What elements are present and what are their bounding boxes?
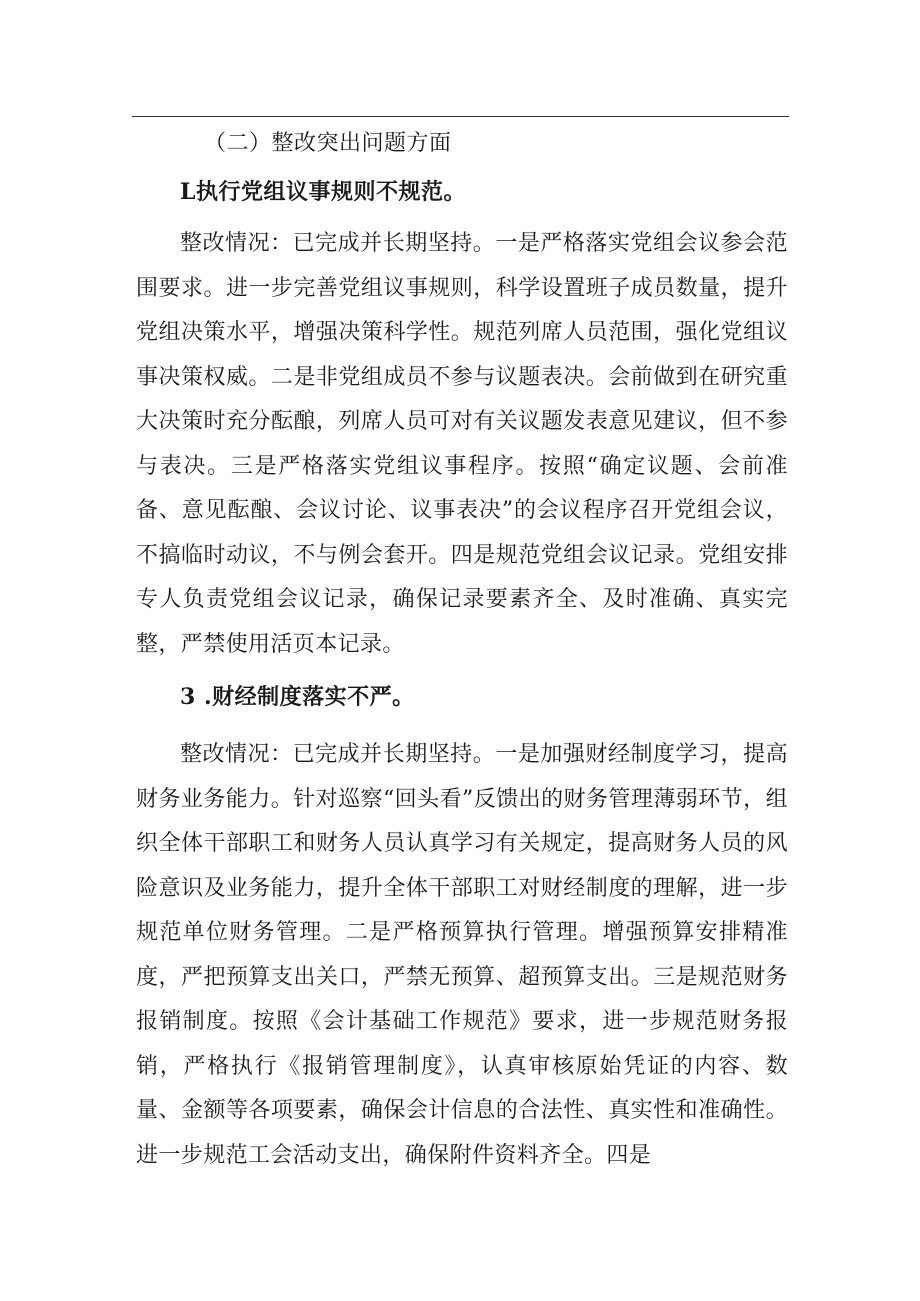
section-title: （二）整改突出问题方面 <box>204 131 452 156</box>
item-heading-1: L执行党组议事规则不规范。 <box>180 179 466 205</box>
item-paragraph-1: 整改情况：已完成并长期坚持。一是严格落实党组会议参会范围要求。进一步完善党组议事规则，科学设置班子成员数量，提升党组决策水平，增强决策科学性。规范列席人员范围，强化党组议事决策权威。二是非党组成员不参与议题表决。会前做到在研究重大决策时充分酝酿，列席人员可对有关议题发表意见建议，但不参与表决。三是严格落实党组议事程序。按照“确定议题、会前准备、意见酝酿、会议讨论、议事表决”的会议程序召开党组会议，不搞临时动议，不与例会套开。四是规范党组会议记录。党组安排专人负责党组会议记录，确保记录要素齐全、及时准确、真实完整，严禁使用活页本记录。 <box>136 231 788 657</box>
item-paragraph-2: 整改情况：已完成并长期坚持。一是加强财经制度学习，提高财务业务能力。针对巡察“回头看”反馈出的财务管理薄弱环节，组织全体干部职工和财务人员认真学习有关规定，提高财务人员的风险意识及业务能力，提升全体干部职工对财经制度的理解，进一步规范单位财务管理。二是严格预算执行管理。增强预算安排精准度，严把预算支出关口，严禁无预算、超预算支出。三是规范财务报销制度。按照《会计基础工作规范》要求，进一步规范财务报销，严格执行《报销管理制度》，认真审核原始凭证的内容、数量、金额等各项要素，确保会计信息的合法性、真实性和准确性。进一步规范工会活动支出，确保附件资料齐全。四是 <box>136 742 788 1168</box>
document-body <box>136 126 788 1178</box>
item-heading-2: 3 .财经制度落实不严。 <box>180 684 415 710</box>
header-rule <box>132 116 789 117</box>
